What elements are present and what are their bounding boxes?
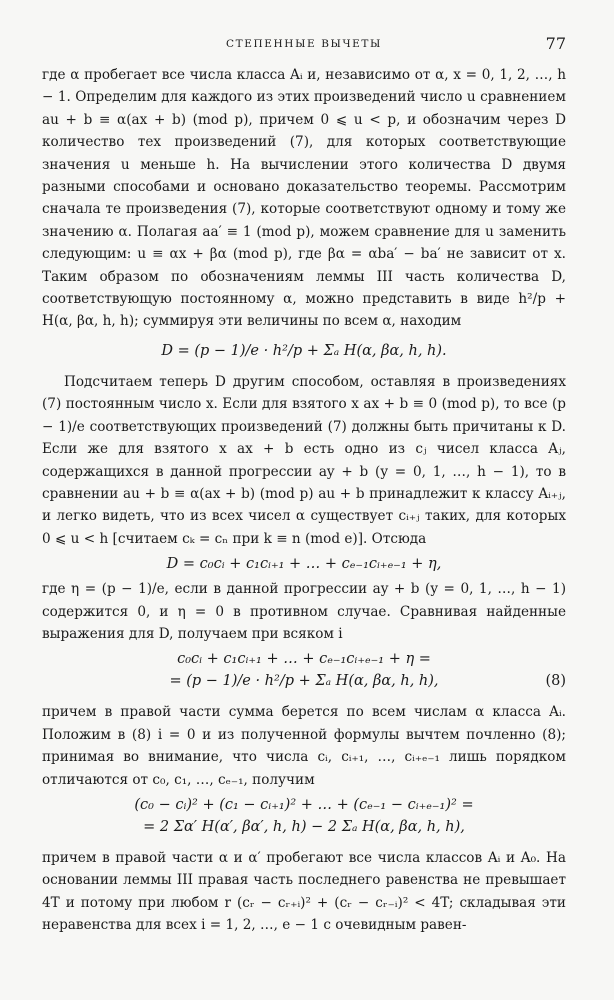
page-number: 77 [545,34,566,53]
paragraph-4: причем в правой части сумма берется по всем числам α класса Aᵢ. Положим в (8) i = 0 и из полученной формулы вычтем почленно (8); принимая во внимание, что числа cᵢ, cᵢ₊₁, …, cᵢ₊ₑ₋₁ лишь порядком отличаются от c₀, c₁, …, cₑ₋₁, получим [42,704,566,788]
equation-number: (8) [545,673,566,690]
equation-8-line-2 [42,673,566,689]
equation-squares-line-1: (c₀ − cᵢ)² + (c₁ − cᵢ₊₁)² + … + (cₑ₋₁ − cᵢ₊ₑ₋₁)² = [134,796,474,813]
running-title: СТЕПЕННЫЕ ВЫЧЕТЫ [226,38,382,50]
page-header [42,34,566,64]
paragraph-3: где η = (p − 1)/e, если в данной прогрессии ay + b (y = 0, 1, …, h − 1) содержится 0, и η = 0 в противном случае. Сравнивая найденные выражения для D, получаем при всяком i [42,581,566,642]
paragraph-1: где α пробегает все числа класса Aᵢ и, независимо от α, x = 0, 1, 2, …, h − 1. Определим для каждого из этих произведений число u сравнением au + b ≡ α(ax + b) (mod p), причем 0 ⩽ u < p, и обозначим через D количество тех произведений (7), для которых соответствующие значения u меньше h. На вычислении этого количества D двумя разными способами и основано доказательство теоремы. Рассмотрим сначала те произведения (7), которые соответствуют одному и тому же значению α. Полагая aa′ ≡ 1 (mod p), можем сравнение для u заменить следующим: u ≡ αx + βα (mod p), где βα = αba′ − ba′ не зависит от x. Таким образом по обозначениям леммы III часть количества D, соответствующую постоянному α, можно представить в виде h²/p + H(α, βα, h, h); суммируя эти величины по всем α, находим [42,67,566,330]
paragraph-2: Подсчитаем теперь D другим способом, оставляя в произведениях (7) постоянным число x. Если для взятого x ax + b ≡ 0 (mod p), то все (p − 1)/e соответствующих произведений (7) должны быть причитаны к D. Если же для взятого x ax + b есть одно из cⱼ чисел класса Aⱼ, содержащихся в данной прогрессии ay + b (y = 0, 1, …, h − 1), то в сравнении au + b ≡ α(ax + b) (mod p) au + b принадлежит к классу Aᵢ₊ⱼ, и легко видеть, что из всех чисел α существует cᵢ₊ⱼ таких, для которых 0 ⩽ u < h [считаем cₖ = cₙ при k ≡ n (mod e)]. Отсюда [42,373,566,547]
equation-8-line-1: c₀cᵢ + c₁cᵢ₊₁ + … + cₑ₋₁cᵢ₊ₑ₋₁ + η = [177,651,431,668]
equation-8-expression: = (p − 1)/e · h²/p + Σₐ H(α, βα, h, h), [169,673,439,690]
equation-D-second: D = c₀cᵢ + c₁cᵢ₊₁ + … + cₑ₋₁cᵢ₊ₑ₋₁ + η, [166,556,442,573]
paragraph-5: причем в правой части α и α′ пробегают все числа классов Aᵢ и A₀. На основании леммы III правая часть последнего равенства не превышает 4T и потому при любом r (cᵣ − cᵣ₊ᵢ)² + (cᵣ − cᵣ₋ᵢ)² < 4T; складывая эти неравенства для всех i = 1, 2, …, e − 1 с очевидным равен- [42,849,566,934]
equation-D-first: D = (p − 1)/e · h²/p + Σₐ H(α, βα, h, h). [161,342,447,359]
equation-squares-line-2: = 2 Σα′ H(α′, βα′, h, h) − 2 Σₐ H(α, βα, h, h), [143,818,465,835]
